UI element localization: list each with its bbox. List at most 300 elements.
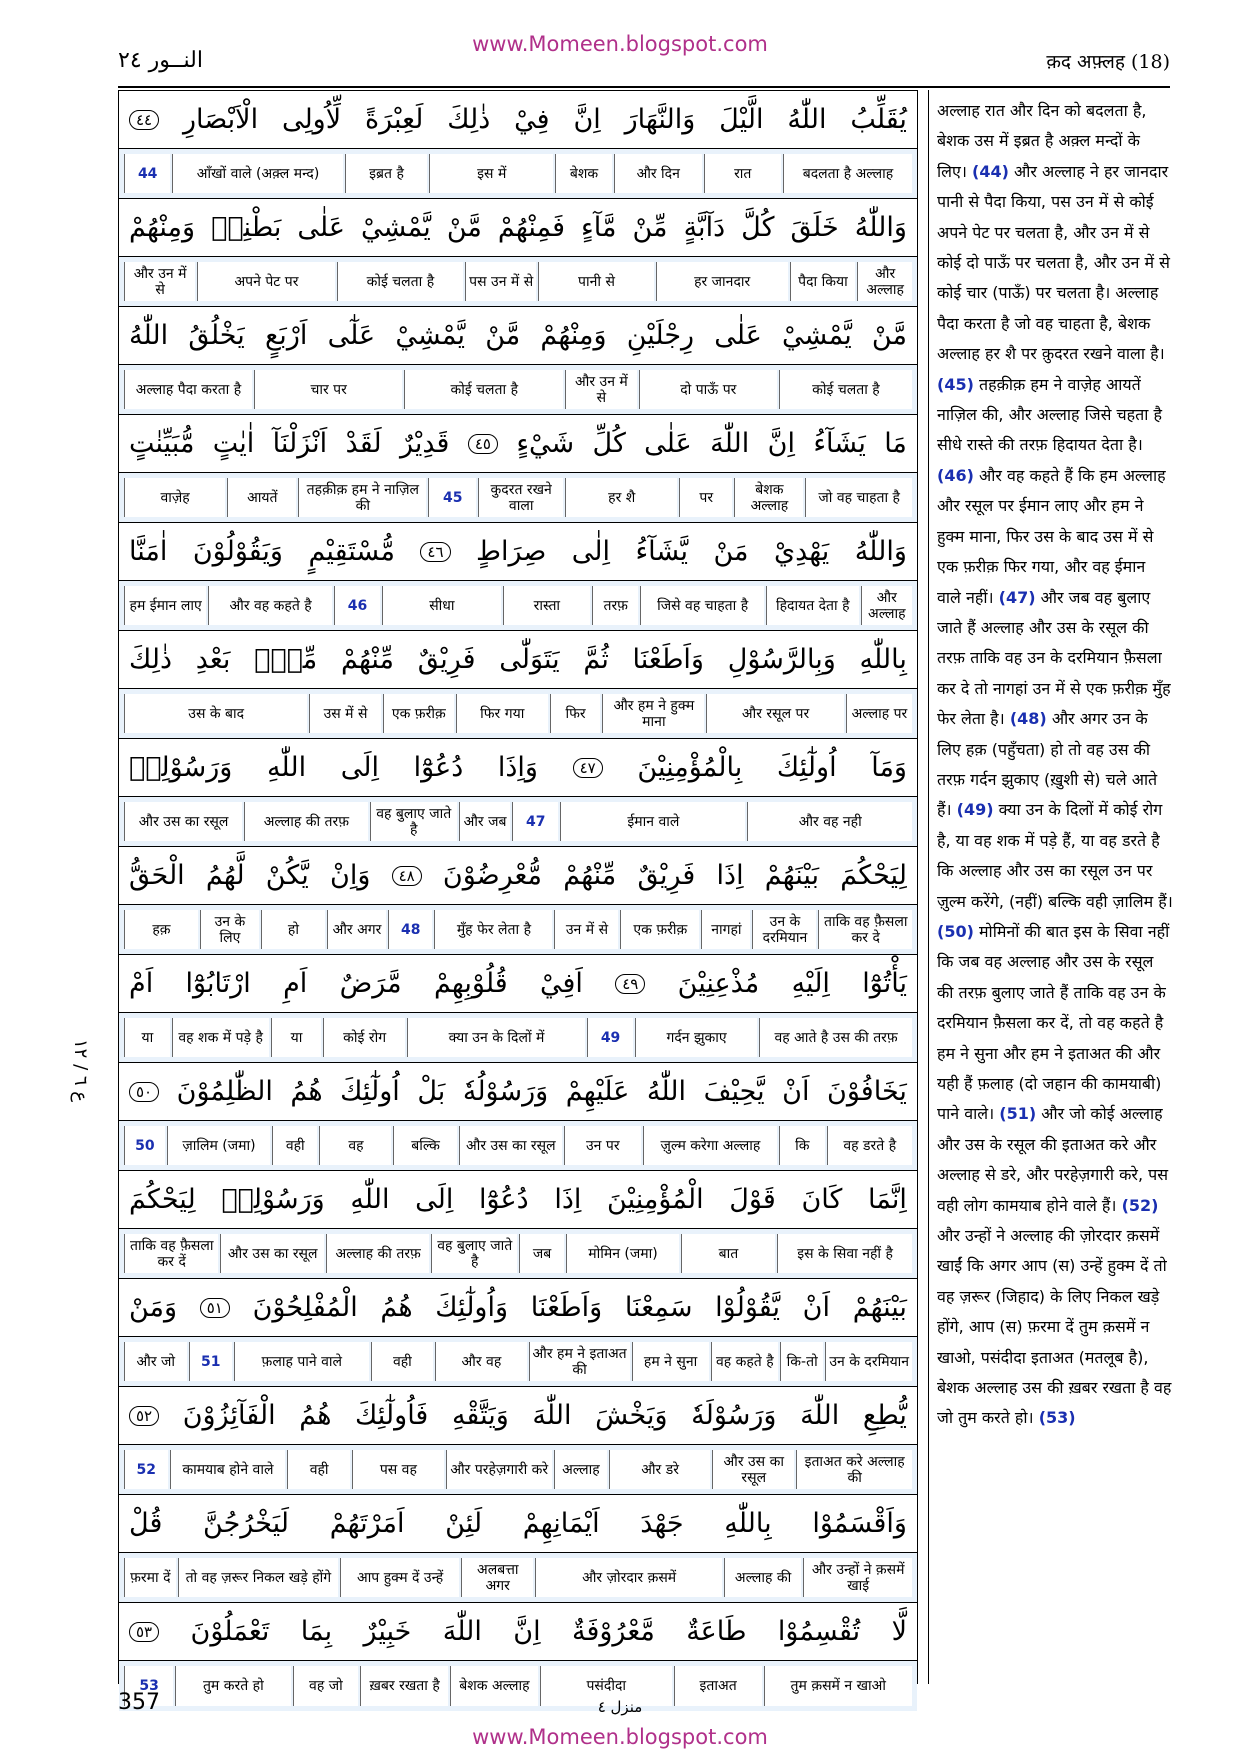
gloss-cell: वह बुलाए जाते है <box>370 802 457 841</box>
gloss-cell: जिसे वह चाहता है <box>640 586 764 625</box>
gloss-cell: हिदायत देता है <box>766 586 859 625</box>
arabic-word: بِمَا <box>300 1616 333 1647</box>
gloss-cell: वाज़ेह <box>124 478 225 517</box>
arabic-word: تُقْسِمُوْا <box>777 1616 861 1647</box>
gloss-cell: और हम ने इताअत की <box>529 1342 630 1381</box>
arabic-word: اٰمَنَّا <box>129 536 168 567</box>
arabic-verse-line <box>119 307 917 365</box>
gloss-cell: पसंदीदा <box>540 1666 672 1706</box>
arabic-word: مُذْعِنِيْنَ <box>677 968 760 999</box>
arabic-word: بِالْمُؤْمِنِيْنَ <box>637 752 743 783</box>
gloss-cell: और उस का रसूल <box>124 802 242 841</box>
arabic-word: الْمُؤْمِنِيْنَ <box>607 1184 704 1215</box>
arabic-word: مَا <box>884 428 907 459</box>
translation-column <box>928 90 1174 1684</box>
gloss-cell: और अल्लाह <box>861 586 912 625</box>
verse-number-marker: ٥٠ <box>129 1082 159 1102</box>
gloss-cell: वह आते है उस की तरफ़ <box>759 1018 912 1057</box>
arabic-verse-line <box>119 847 917 905</box>
gloss-cell: और उन्हों ने क़समें खाई <box>803 1558 912 1597</box>
arabic-word: وَيَخْشَ <box>595 1400 668 1431</box>
gloss-cell: ज़ालिम (जमा) <box>167 1126 270 1165</box>
gloss-cell: और अल्लाह <box>857 262 912 301</box>
gloss-cell: वही <box>272 1126 317 1165</box>
gloss-cell: अल्लाह पैदा करता है <box>124 370 252 409</box>
gloss-cell: इस में <box>429 154 553 193</box>
arabic-word: وَيَقُوْلُوْنَ <box>192 536 283 567</box>
arabic-word: قُلُوْبِهِمْ <box>433 968 508 999</box>
arabic-word: ثُمَّ <box>583 644 609 675</box>
arabic-word: يَّمْشِيْ <box>361 212 431 243</box>
gloss-cell: और जो <box>124 1342 187 1381</box>
gloss-cell: हर शै <box>565 478 677 517</box>
arabic-word: يَّمْشِيْ <box>395 320 466 351</box>
gloss-cell: पस वह <box>352 1450 444 1489</box>
arabic-word: مَّعْرُوْفَةٌ <box>572 1616 655 1647</box>
gloss-row <box>119 1337 917 1387</box>
verse-number-marker: ٤٧ <box>573 758 603 778</box>
gloss-cell: और हम ने हुक्म माना <box>602 694 704 733</box>
arabic-verse-line <box>119 1603 917 1661</box>
arabic-verse-line <box>119 631 917 689</box>
gloss-cell: फ़लाह पाने वाले <box>234 1342 369 1381</box>
arabic-word: فَرِيْقٌ <box>637 860 696 891</box>
gloss-cell: जो वह चाहता है <box>805 478 912 517</box>
arabic-word: يَأْتُوْٓا <box>862 968 907 999</box>
translation-verse <box>937 466 1166 607</box>
arabic-word: بَلْ <box>417 1076 446 1107</box>
gloss-cell: वह डरते है <box>827 1126 913 1165</box>
translation-text: मोमिनों की बात इस के सिवा नहीं कि जब वह अल्लाह और उस के रसूल की तरफ़ बुलाए जाते हैं ताकि वह उन के दरमियान फ़ैसला कर दें, तो वह कहते है हम ने सुना और हम ने इताअत की और यही हैं फ़लाह (दो जहान की कामयाबी) पाने वाले। <box>937 921 1170 1124</box>
arabic-word: اَمْ <box>129 968 154 999</box>
arabic-word: عَلٰى <box>644 428 692 459</box>
verse-number-marker: ٤٩ <box>615 974 645 994</box>
arabic-verse-line <box>119 1279 917 1337</box>
arabic-word: اٰيٰتٍ <box>212 428 255 459</box>
gloss-cell: उस में से <box>309 694 380 733</box>
gloss-cell: अल्लाह की तरफ़ <box>244 802 367 841</box>
gloss-cell: आप हुक्म दें उन्हें <box>340 1558 459 1597</box>
gloss-cell: अलबत्ता अगर <box>461 1558 533 1597</box>
arabic-word: سَمِعْنَا <box>624 1292 693 1323</box>
arabic-word: اللّٰهِ <box>350 1184 390 1215</box>
arabic-word: وَمَنْ <box>129 1292 178 1323</box>
arabic-word: اَفِيْ <box>540 968 583 999</box>
gloss-cell: वह <box>319 1126 391 1165</box>
translation-verse-number: (47) <box>998 587 1036 607</box>
gloss-cell: और वह नही <box>747 802 912 841</box>
gloss-cell: कोई चलता है <box>779 370 912 409</box>
arabic-word: وَبِالرَّسُوْلِ <box>727 644 836 675</box>
gloss-cell: ज़ुल्म करेगा अल्लाह <box>643 1126 778 1165</box>
arabic-word: هُمُ <box>299 1400 332 1431</box>
gloss-cell: तहक़ीक़ हम ने नाज़िल की <box>298 478 426 517</box>
gloss-row <box>119 1121 917 1171</box>
surah-name-header: النــور ٢٤ <box>118 48 203 73</box>
gloss-cell: और डरे <box>609 1450 710 1489</box>
gloss-cell: पैदा किया <box>790 262 856 301</box>
arabic-word: الْحَقُّ <box>129 860 185 891</box>
gloss-cell: तुम करते हो <box>175 1666 290 1706</box>
arabic-verse-line <box>119 739 917 797</box>
gloss-cell: गर्दन झुकाए <box>635 1018 757 1057</box>
gloss-cell: हक़ <box>124 910 198 949</box>
arabic-word: وَرَسُوْلِهٖ <box>221 1184 325 1215</box>
arabic-word: بَعْدِ <box>195 644 231 675</box>
translation-text: और वह कहते हैं कि हम अल्लाह और रसूल पर ईमान लाए और हम ने हुक्म माना, फिर उस के बाद उस में से एक फ़रीक़ फिर गया, और वह ईमान वाले नहीं। <box>937 465 1166 607</box>
gloss-cell: पानी से <box>538 262 653 301</box>
arabic-word: مَّنْ <box>485 320 521 351</box>
translation-verse <box>937 1226 1171 1427</box>
arabic-word: وَاِذَا <box>497 752 538 783</box>
arabic-word: يَّكُنْ <box>265 860 309 891</box>
arabic-word: الْمُفْلِحُوْنَ <box>252 1292 358 1323</box>
gloss-row <box>119 149 917 199</box>
gloss-cell: तुम क़समें न खाओ <box>764 1666 912 1706</box>
translation-verse-number: (50) <box>937 921 974 941</box>
arabic-word: وَاَطَعْنَا <box>632 644 704 675</box>
gloss-cell: रास्ता <box>503 586 591 625</box>
gloss-cell: बेशक अल्लाह <box>734 478 803 517</box>
arabic-word: وَاللّٰهُ <box>854 212 907 243</box>
translation-text: और उन्हों ने अल्लाह की ज़ोरदार क़समें खाईं कि अगर आप (स) उन्हें हुक्म दें तो वह ज़रूर (जिहाद) के लिए निकल खड़े होंगे, आप (स) फ़रमा दें तुम क़समें न खाओ, पसंदीदा इताअत (मतलूब है), बेशक अल्लाह उस की ख़बर रखता है वह जो तुम करते हो। <box>937 1226 1172 1428</box>
arabic-word: اُولٰٓئِكَ <box>340 1076 400 1107</box>
translation-text: और जो कोई अल्लाह और उस के रसूल की इताअत करे और अल्लाह से डरे, और परहेज़गारी करे, पस वही लोग कामयाब होने वाले हैं। <box>937 1104 1169 1215</box>
translation-text: तहक़ीक़ हम ने वाज़ेह आयतें नाज़िल की, और अल्लाह जिसे चहता है सीधे रास्ते की तरफ़ हिदायत देता है। <box>937 374 1163 455</box>
arabic-word: اللّٰهَ <box>442 1616 482 1647</box>
gloss-cell: ताकि वह फ़ैसला कर दे <box>818 910 912 949</box>
gloss-cell: उस के बाद <box>124 694 307 733</box>
arabic-word: فِيْ <box>514 104 550 135</box>
translation-verse <box>937 800 1173 941</box>
arabic-verse-line <box>119 91 917 149</box>
arabic-word: اللّٰهَ <box>710 428 750 459</box>
translation-text: अल्लाह रात और दिन को बदलता है, बेशक उस में इब्रत है अक़्ल मन्दों के लिए। <box>937 101 1147 181</box>
gloss-cell: तो वह ज़रूर निकल खड़े होंगे <box>178 1558 338 1597</box>
arabic-word: مُّبَيِّنٰتٍ <box>129 428 195 459</box>
arabic-word: اللّٰهَ <box>532 1400 572 1431</box>
gloss-cell: हर जानदार <box>656 262 788 301</box>
arabic-word: جَهْدَ <box>640 1508 684 1539</box>
gloss-row <box>119 905 917 955</box>
arabic-verse-line <box>119 1171 917 1229</box>
arabic-word: قَوْلَ <box>729 1184 776 1215</box>
gloss-cell: बदलता है अल्लाह <box>783 154 912 193</box>
verse-number-marker: ٥٢ <box>129 1406 159 1426</box>
translation-text: और अल्लाह ने हर जानदार पानी से पैदा किया, पस उन में से कोई अपने पेट पर चलता है, और उन में से कोई दो पाऊँ पर चलता है, और उन में से कोई चार (पाऊँ) पर चलता है। अल्लाह पैदा करता है जो वह चाहता है, बेशक अल्लाह हर शै पर क़ुदरत रखने वाला है। <box>937 161 1170 364</box>
gloss-verse-number: 49 <box>587 1018 633 1057</box>
gloss-cell: इताअत <box>674 1666 762 1706</box>
gloss-cell: एक फ़रीक़ <box>620 910 699 949</box>
arabic-word: اللّٰهُ <box>646 1076 687 1107</box>
arabic-word: بَيْنَهُمْ <box>852 1292 907 1323</box>
arabic-word: لَئِنْ <box>445 1508 483 1539</box>
gloss-cell: तरफ़ <box>592 586 638 625</box>
translation-verse-number: (45) <box>937 374 974 394</box>
translation-verse-number: (51) <box>999 1104 1037 1124</box>
arabic-word: يَّمْشِيْ <box>782 320 852 351</box>
gloss-cell: इब्रत है <box>345 154 428 193</box>
gloss-cell: और परहेज़गारी करे <box>446 1450 552 1489</box>
arabic-word: كُلِّ <box>592 428 626 459</box>
gloss-verse-number: 53 <box>124 1666 173 1706</box>
arabic-word: فَاُولٰٓئِكَ <box>355 1400 429 1431</box>
arabic-verse-line <box>119 955 917 1013</box>
arabic-word: تَعْمَلُوْنَ <box>190 1616 270 1647</box>
gloss-cell: और उस का रसूल <box>712 1450 794 1489</box>
gloss-cell: और उन में से <box>565 370 637 409</box>
arabic-word: اُولٰٓئِكَ <box>776 752 837 783</box>
gloss-cell: या <box>124 1018 170 1057</box>
gloss-verse-number: 46 <box>334 586 380 625</box>
gloss-cell: बेशक अल्लाह <box>450 1666 538 1706</box>
gloss-cell: अल्लाह की तरफ़ <box>326 1234 429 1273</box>
gloss-cell: वही <box>371 1342 434 1381</box>
gloss-cell: और उस का रसूल <box>459 1126 562 1165</box>
arabic-word: عَلٰى <box>297 212 345 243</box>
gloss-cell: और ज़ोरदार क़समें <box>535 1558 721 1597</box>
gloss-row <box>119 473 917 523</box>
arabic-word: يَخْلُقُ <box>188 320 245 351</box>
translation-verse <box>937 162 1170 394</box>
juz-name-header: क़द अफ़्लह (18) <box>1046 51 1170 73</box>
gloss-cell: अपने पेट पर <box>197 262 334 301</box>
arabic-word: مُّسْتَقِيْمٍ <box>308 536 395 567</box>
arabic-word: وَرَسُوْلَهٗ <box>691 1400 777 1431</box>
arabic-word: اِنَّ <box>573 104 601 135</box>
gloss-verse-number: 50 <box>124 1126 165 1165</box>
arabic-word: شَيْءٍ <box>516 428 575 459</box>
arabic-verse-line <box>119 415 917 473</box>
gloss-cell: फिर गया <box>456 694 548 733</box>
translation-text: और अगर उन के लिए हक़ (पहुँचता) हो तो वह उस की तरफ़ गर्दन झुकाए (ख़ुशी से) चले आते हैं। <box>937 709 1158 820</box>
arabic-word: اَمِ <box>283 968 308 999</box>
gloss-row <box>119 797 917 847</box>
gloss-verse-number: 48 <box>388 910 432 949</box>
gloss-cell: फिर <box>550 694 601 733</box>
translation-verse-number: (48) <box>1009 709 1047 729</box>
arabic-word: وَاِنْ <box>329 860 371 891</box>
arabic-word: يُّطِعِ <box>862 1400 907 1431</box>
gloss-cell: उन पर <box>564 1126 641 1165</box>
gloss-cell: वह कहते है <box>711 1342 778 1381</box>
arabic-word: مَّرَضٌ <box>339 968 402 999</box>
arabic-word: مِّنْۢ <box>254 644 318 675</box>
gloss-cell: और वह <box>435 1342 526 1381</box>
verse-number-marker: ٤٨ <box>392 866 422 886</box>
gloss-cell: एक फ़रीक़ <box>383 694 454 733</box>
arabic-word: كَانَ <box>801 1184 843 1215</box>
arabic-word: دُعُوْٓا <box>413 752 464 783</box>
gloss-row <box>119 1013 917 1063</box>
translation-verse <box>937 588 1171 729</box>
gloss-row <box>119 689 917 739</box>
gloss-cell: इस के सिवा नहीं है <box>777 1234 912 1273</box>
gloss-cell: कि <box>779 1126 824 1165</box>
arabic-word: يَتَوَلّٰى <box>499 644 560 675</box>
ruku-margin-mark: ع ٦ / ١٢ <box>70 1039 91 1102</box>
arabic-word: دَآبَّةٍ <box>683 212 726 243</box>
gloss-cell: वही <box>287 1450 350 1489</box>
arabic-word: وَاَقْسَمُوْا <box>812 1508 907 1539</box>
arabic-word: الَّيْلَ <box>719 104 764 135</box>
gloss-verse-number: 52 <box>124 1450 168 1489</box>
arabic-word: يَشَآءُ <box>813 428 866 459</box>
gloss-cell: दो पाऊँ पर <box>639 370 777 409</box>
arabic-word: قَدِيْرٌ <box>399 428 450 459</box>
gloss-cell: कुदरत रखने वाला <box>478 478 563 517</box>
verse-number-marker: ٤٦ <box>420 542 450 562</box>
gloss-cell: जब <box>519 1234 564 1273</box>
gloss-verse-number: 51 <box>189 1342 232 1381</box>
arabic-word: اَنْ <box>802 1292 830 1323</box>
gloss-cell: कामयाब होने वाले <box>170 1450 286 1489</box>
arabic-word: كُلَّ <box>741 212 775 243</box>
bottom-site-url[interactable]: www.Momeen.blogspot.com <box>472 1725 768 1749</box>
gloss-cell: मोमिन (जमा) <box>566 1234 678 1273</box>
arabic-word: فَرِيْقٌ <box>417 644 476 675</box>
arabic-word: اَنْزَلْنَآ <box>272 428 328 459</box>
gloss-cell: या <box>271 1018 322 1057</box>
arabic-word: لَقَدْ <box>345 428 382 459</box>
arabic-word: فَمِنْهُمْ <box>497 212 565 243</box>
arabic-word: خَبِيْرٌ <box>363 1616 412 1647</box>
arabic-word: هُمُ <box>290 1076 323 1107</box>
arabic-word: رِجْلَيْنِ <box>626 320 695 351</box>
gloss-cell: उन के दरमियान <box>752 910 816 949</box>
arabic-word: يُقَلِّبُ <box>850 104 907 135</box>
arabic-word: مِّنْ <box>632 212 668 243</box>
arabic-word: اِلَى <box>340 752 379 783</box>
translation-verse-number: (44) <box>972 161 1009 181</box>
arabic-word: ارْتَابُوْٓا <box>185 968 251 999</box>
arabic-word: ذٰلِكَ <box>447 104 491 135</box>
gloss-verse-number: 47 <box>512 802 558 841</box>
gloss-cell: नागहां <box>701 910 750 949</box>
arabic-word: يَهْدِيْ <box>773 536 830 567</box>
arabic-word: مَّنْ <box>871 320 907 351</box>
arabic-word: وَمِنْهُمْ <box>540 320 607 351</box>
verse-number-marker: ٥١ <box>200 1298 230 1318</box>
arabic-word: وَيَتَّقْهِ <box>451 1400 509 1431</box>
gloss-cell: उन के लिए <box>200 910 259 949</box>
gloss-cell: और अगर <box>327 910 386 949</box>
arabic-word: مِّنْهُمْ <box>563 860 617 891</box>
arabic-word: وَرَسُوْلُهٗ <box>462 1076 549 1107</box>
gloss-cell: पस उन में से <box>465 262 536 301</box>
arabic-word: مَّنْ <box>446 212 482 243</box>
gloss-cell: और दिन <box>614 154 702 193</box>
top-site-url[interactable]: www.Momeen.blogspot.com <box>472 32 768 56</box>
arabic-word: دُعُوْٓا <box>479 1184 529 1215</box>
gloss-cell: वह शक में पड़े है <box>172 1018 269 1057</box>
arabic-word: مُّعْرِضُوْنَ <box>442 860 543 891</box>
gloss-cell: वह बुलाए जाते है <box>431 1234 517 1273</box>
gloss-cell: कोई रोग <box>323 1018 404 1057</box>
gloss-cell: कोई चलता है <box>337 262 463 301</box>
arabic-word: اللّٰهَ <box>800 1400 840 1431</box>
verse-number-marker: ٤٤ <box>129 110 159 130</box>
gloss-cell: वह जो <box>293 1666 359 1706</box>
arabic-word: اَمَرْتَهُمْ <box>329 1508 405 1539</box>
gloss-cell: हो <box>261 910 325 949</box>
translation-text: और जब वह बुलाए जाते हैं अल्लाह और उस के रसूल की तरफ़ ताकि वह उन के दरमियान फ़ैसला कर दे तो नागहां उन में से एक फ़रीक़ मुँह फेर लेता है। <box>937 587 1171 729</box>
gloss-cell: अल्लाह की <box>724 1558 802 1597</box>
verse-number-marker: ٤٥ <box>468 434 498 454</box>
arabic-word: الْفَآئِزُوْنَ <box>182 1400 276 1431</box>
arabic-word: عَلٰى <box>714 320 762 351</box>
translation-verse-number: (53) <box>1038 1408 1076 1428</box>
gloss-cell: फ़रमा दें <box>124 1558 176 1597</box>
arabic-word: لِّاُولِى <box>281 104 342 135</box>
arabic-word: اِنَّ <box>513 1616 541 1647</box>
arabic-word: بَيْنَهُمْ <box>764 860 820 891</box>
gloss-row <box>119 1229 917 1279</box>
gloss-cell: उन के दरमियान <box>825 1342 912 1381</box>
arabic-word: اِذَا <box>554 1184 582 1215</box>
gloss-cell: और जब <box>459 802 510 841</box>
arabic-word: اِلَيْهِ <box>791 968 830 999</box>
gloss-cell: बेशक <box>555 154 612 193</box>
gloss-cell: क्या उन के दिलों में <box>407 1018 585 1057</box>
arabic-word: صِرَاطٍ <box>476 536 547 567</box>
gloss-cell: चार पर <box>254 370 402 409</box>
arabic-word: وَرَسُوْلِهٖ <box>129 752 233 783</box>
arabic-word: وَمِنْهُمْ <box>129 212 196 243</box>
arabic-word: وَالنَّهَارَ <box>624 104 696 135</box>
gloss-cell: ईमान वाले <box>560 802 745 841</box>
arabic-word: وَمَآ <box>871 752 907 783</box>
gloss-cell: और उन में से <box>124 262 195 301</box>
arabic-word: اللّٰهُ <box>129 320 169 351</box>
header-rule <box>118 86 1170 88</box>
arabic-word: مَّآءٍ <box>581 212 617 243</box>
manzil-label: منزل ٤ <box>597 1698 643 1716</box>
arabic-word: اللّٰهِ <box>266 752 307 783</box>
arabic-word: لِيَحْكُمَ <box>129 1184 196 1215</box>
gloss-cell: रात <box>704 154 781 193</box>
arabic-word: اَنْ <box>782 1076 810 1107</box>
arabic-word: اللّٰهُ <box>787 104 827 135</box>
translation-text: क्या उन के दिलों में कोई रोग है, या वह शक में पड़े हैं, या वह डरते है कि अल्लाह और उस का रसूल उन पर ज़ुल्म करेंगे, (नहीं) बल्कि वही ज़ालिम हैं। <box>937 800 1173 911</box>
arabic-word: اَرْبَعٍ <box>264 320 308 351</box>
gloss-row <box>119 365 917 415</box>
gloss-cell: आयतें <box>227 478 296 517</box>
arabic-word: اِنَّ <box>767 428 795 459</box>
gloss-cell: बात <box>681 1234 776 1273</box>
arabic-word: لَعِبْرَةً <box>364 104 424 135</box>
translation-verse-number: (49) <box>956 800 994 820</box>
arabic-word: لَّهُمُ <box>205 860 245 891</box>
arabic-word: لَيَخْرُجُنَّ <box>203 1508 289 1539</box>
gloss-cell: मुँह फेर लेता है <box>434 910 552 949</box>
gloss-cell: हम ईमान लाए <box>124 586 206 625</box>
gloss-cell: अल्लाह पर <box>846 694 912 733</box>
arabic-word: هُمُ <box>380 1292 413 1323</box>
arabic-word: لِيَحْكُمَ <box>840 860 907 891</box>
translation-verse-number: (46) <box>937 465 974 485</box>
arabic-word: خَلَقَ <box>790 212 839 243</box>
gloss-cell: हम ने सुना <box>632 1342 709 1381</box>
arabic-verse-line <box>119 523 917 581</box>
arabic-word: يَخَافُوْنَ <box>827 1076 907 1107</box>
arabic-word: يَّشَآءُ <box>635 536 688 567</box>
word-by-word-table <box>118 90 918 1694</box>
gloss-cell: सीधा <box>382 586 500 625</box>
arabic-verse-line <box>119 1063 917 1121</box>
arabic-word: بِاللّٰهِ <box>859 644 907 675</box>
gloss-cell: उन में से <box>554 910 618 949</box>
